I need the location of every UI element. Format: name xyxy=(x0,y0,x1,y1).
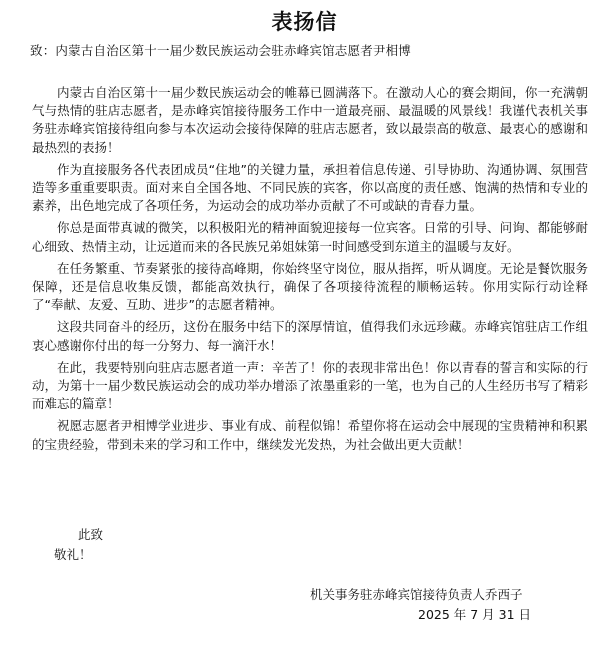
body-paragraph: 作为直接服务各代表团成员“住地”的关键力量，承担着信息传递、引导协助、沟通协调、氛围营造等多重重要职责。面对来自全国各地、不同民族的宾客，你以高度的责任感、饱满的热情和专业的素养，出色地完成了各项任务，为运动会的成功举办贡献了不可或缺的青春力量。 xyxy=(32,161,588,214)
body-paragraph: 在任务繁重、节奏紧张的接待高峰期，你始终坚守岗位，服从指挥，听从调度。无论是餐饮服务保障，还是信息收集反馈，都能高效执行，确保了各项接待流程的顺畅运转。你用实际行动诠释了“奉献、友爱、互助、进步”的志愿者精神。 xyxy=(32,260,588,313)
body-paragraph: 这段共同奋斗的经历，这份在服务中结下的深厚情谊，值得我们永远珍藏。赤峰宾馆驻店工作组衷心感谢你付出的每一分努力、每一滴汗水！ xyxy=(32,319,588,353)
letter-title: 表扬信 xyxy=(271,10,338,34)
body-paragraph: 祝愿志愿者尹相博学业进步、事业有成、前程似锦！希望你将在运动会中展现的宝贵精神和积累的宝贵经验，带到未来的学习和工作中，继续发光发热，为社会做出更大贡献！ xyxy=(32,418,588,452)
salutation: 致：内蒙古自治区第十一届少数民族运动会驻赤峰宾馆志愿者尹相博 xyxy=(30,43,412,58)
closing-cizhi: 此致 xyxy=(78,527,104,542)
body-paragraph: 内蒙古自治区第十一届少数民族运动会的帷幕已圆满落下。在激动人心的赛会期间，你一充满朝气与热情的驻店志愿者，是赤峰宾馆接待服务工作中一道最亮丽、最温暖的风景线！我谨代表机关事务驻赤峰宾馆接待组向参与本次运动会接待保障的驻店志愿者，致以最崇高的敬意、最衷心的感谢和最热烈的表扬！ xyxy=(32,85,588,155)
signature: 机关事务驻赤峰宾馆接待负责人乔西子 xyxy=(310,587,523,602)
letter-body xyxy=(32,84,588,458)
closing-jingli: 敬礼！ xyxy=(54,547,92,562)
body-paragraph: 你总是面带真诚的微笑，以积极阳光的精神面貌迎接每一位宾客。日常的引导、问询、都能够耐心细致、热情主动，让远道而来的各民族兄弟姐妹第一时间感受到东道主的温暖与友好。 xyxy=(32,220,588,254)
letter-date: 2025 年 7 月 31 日 xyxy=(418,607,532,622)
body-paragraph: 在此，我要特别向驻店志愿者道一声：辛苦了！你的表现非常出色！你以青春的誓言和实际的行动，为第十一届少数民族运动会的成功举办增添了浓墨重彩的一笔，也为自己的人生经历书写了精彩而难忘的篇章！ xyxy=(32,359,588,412)
